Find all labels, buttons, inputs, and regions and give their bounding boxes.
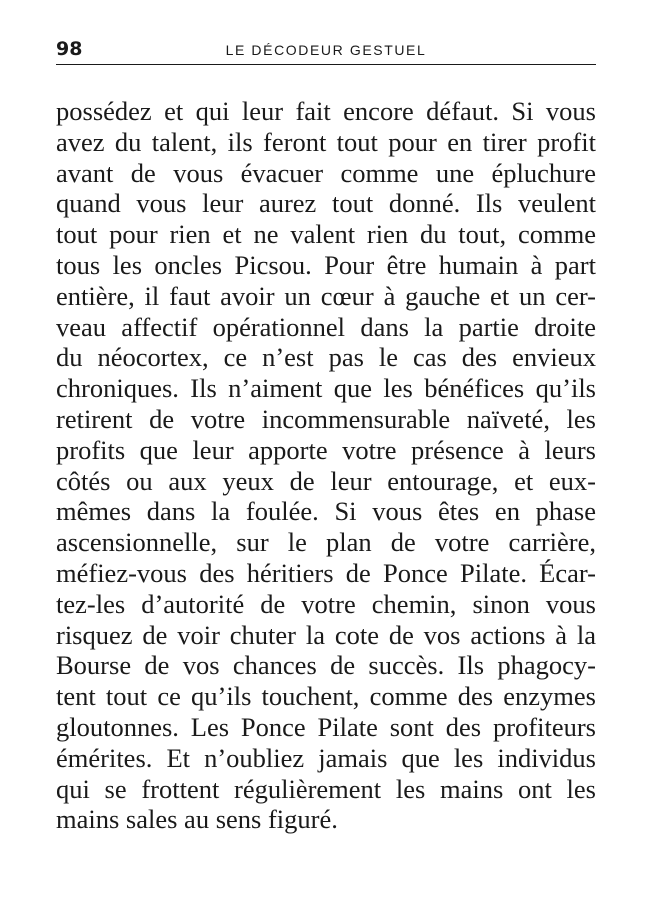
text-line: entière, il faut avoir un cœur à gauche et un cer- (56, 280, 596, 311)
text-line: Bourse de vos chances de succès. Ils phagocy- (56, 650, 596, 681)
text-line: avant de vous évacuer comme une épluchure (56, 157, 596, 188)
text-line: possédez et qui leur fait encore défaut. Si vous (56, 96, 596, 126)
text-line: qui se frottent régulièrement les mains ont les (56, 773, 596, 804)
text-line: risquez de voir chuter la cote de vos actions à la (56, 619, 596, 650)
text-line: chroniques. Ils n’aiment que les bénéfices qu’ils (56, 373, 596, 404)
text-line: mêmes dans la foulée. Si vous êtes en phase (56, 496, 596, 527)
text-line: gloutonnes. Les Ponce Pilate sont des profiteurs (56, 711, 596, 742)
text-line: quand vous leur aurez tout donné. Ils veulent (56, 188, 596, 219)
text-line: tez-les d’autorité de votre chemin, sinon vous (56, 588, 596, 619)
page-header (56, 38, 596, 65)
text-line: du néocortex, ce n’est pas le cas des envieux (56, 342, 596, 373)
text-line: méfiez-vous des héritiers de Ponce Pilate. Écar- (56, 557, 596, 588)
body-text (56, 96, 596, 835)
running-title: LE DÉCODEUR GESTUEL (225, 42, 427, 58)
text-line: retirent de votre incommensurable naïveté, les (56, 403, 596, 434)
text-line: ascensionnelle, sur le plan de votre carrière, (56, 527, 596, 558)
text-line: tous les oncles Picsou. Pour être humain à part (56, 249, 596, 280)
text-line: mains sales au sens figuré. (56, 804, 338, 835)
text-line: avez du talent, ils feront tout pour en tirer profit (56, 126, 596, 157)
page-number: 98 (56, 38, 83, 60)
text-line: veau affectif opérationnel dans la partie droite (56, 311, 596, 342)
text-line: tent tout ce qu’ils touchent, comme des enzymes (56, 681, 596, 712)
text-line: tout pour rien et ne valent rien du tout, comme (56, 219, 596, 250)
text-line: côtés ou aux yeux de leur entourage, et eux- (56, 465, 596, 496)
text-line: profits que leur apporte votre présence à leurs (56, 434, 596, 465)
text-line: émérites. Et n’oubliez jamais que les individus (56, 742, 596, 773)
